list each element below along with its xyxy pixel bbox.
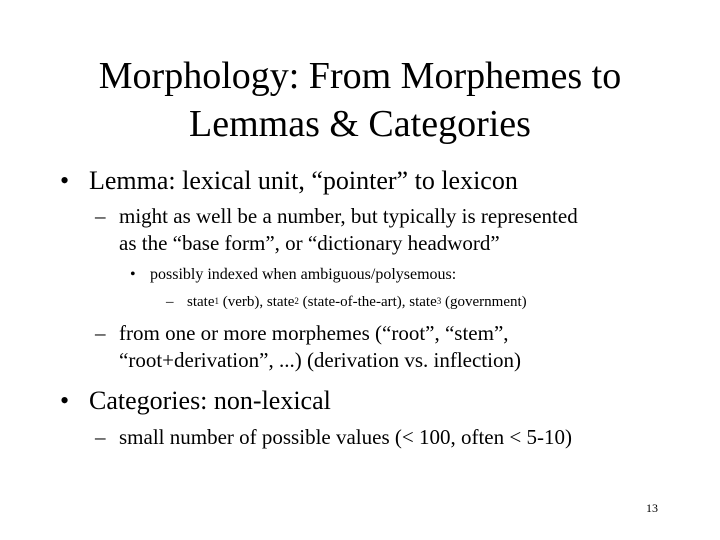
dash-categories-sub1: – <box>95 425 106 449</box>
lemma-sub2-line1: from one or more morphemes (“root”, “stem”, <box>119 321 509 345</box>
slide-title <box>40 52 680 148</box>
sense-list <box>187 293 527 311</box>
polysemous-text: possibly indexed when ambiguous/polysemous: <box>150 266 457 283</box>
sense-1-gloss: (verb), <box>219 294 267 310</box>
bullet-categories: • <box>60 386 70 415</box>
bullet-lemma: • <box>60 166 70 195</box>
lemma-sub1-line1: might as well be a number, but typically is represented <box>119 204 578 228</box>
sense-3-index: 3 <box>436 296 442 306</box>
lemma-text: Lemma: lexical unit, “pointer” to lexicon <box>89 166 518 195</box>
sense-2-index: 2 <box>294 296 299 306</box>
title-line-1: Morphology: From Morphemes to <box>98 55 622 97</box>
sense-3-word: state <box>409 294 437 310</box>
sense-2-word: state <box>266 294 295 310</box>
page-number: 13 <box>646 501 658 515</box>
title-line-2: Lemmas & Categories <box>189 103 531 145</box>
dash-senses: – <box>166 294 174 310</box>
categories-sub1: small number of possible values (< 100, often < 5-10) <box>119 425 572 449</box>
categories-text: Categories: non-lexical <box>89 386 331 415</box>
sense-1-word: state <box>187 294 215 310</box>
dash-lemma-sub2: – <box>95 321 106 345</box>
lemma-sub2-line2: “root+derivation”, ...) (derivation vs. inflection) <box>119 348 521 372</box>
sense-2-gloss: (state-of-the-art), <box>298 294 410 310</box>
lemma-sub1-line2: as the “base form”, or “dictionary headword” <box>119 231 500 255</box>
dash-lemma-sub1: – <box>95 204 106 228</box>
sense-1-index: 1 <box>214 296 219 306</box>
sense-3-gloss: (government) <box>441 294 527 310</box>
bullet-polysemous: • <box>130 266 136 283</box>
